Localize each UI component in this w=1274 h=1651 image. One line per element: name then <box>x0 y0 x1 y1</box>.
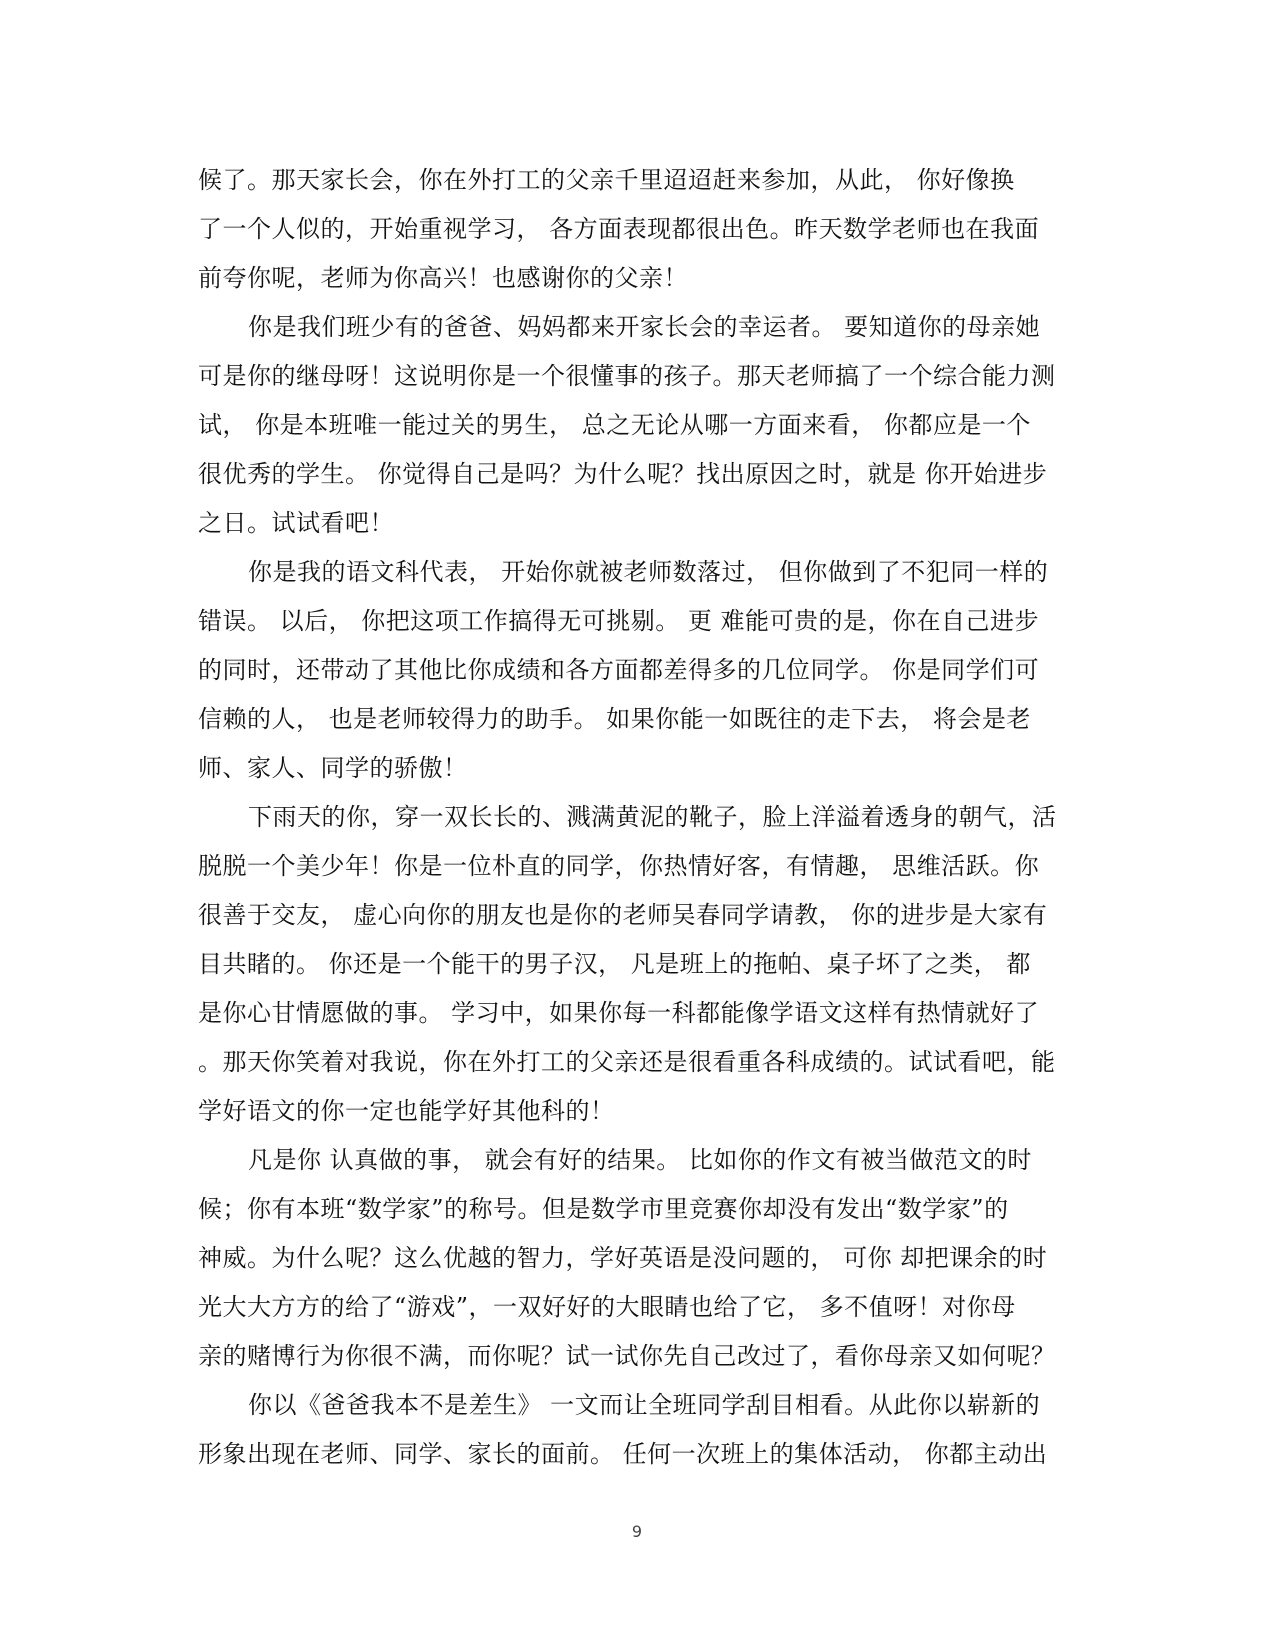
text-line: 形象出现在老师、同学、家长的面前。 任何一次班上的集体活动， 你都主动出 <box>198 1440 1048 1468</box>
text-line: 候；你有本班“数学家”的称号。但是数学市里竞赛你却没有发出“数学家”的 <box>198 1195 1009 1223</box>
text-line: 错误。 以后， 你把这项工作搞得无可挑剔。 更 难能可贵的是，你在自己进步 <box>198 607 1040 635</box>
text-line: 的同时，还带动了其他比你成绩和各方面都差得多的几位同学。 你是同学们可 <box>198 656 1040 684</box>
paragraph-start-line: 你是我们班少有的爸爸、妈妈都来开家长会的幸运者。 要知道你的母亲她 <box>248 313 1041 341</box>
text-line: 神威。为什么呢？这么优越的智力，学好英语是没问题的， 可你 却把课余的时 <box>198 1244 1048 1272</box>
text-line: 之日。试试看吧！ <box>198 509 394 537</box>
body-text <box>198 156 1068 1479</box>
text-line: 很善于交友， 虚心向你的朋友也是你的老师吴春同学请教， 你的进步是大家有 <box>198 901 1048 929</box>
text-line: 。那天你笑着对我说，你在外打工的父亲还是很看重各科成绩的。试试看吧，能 <box>198 1048 1056 1076</box>
text-line: 光大大方方的给了“游戏”，一双好好的大眼睛也给了它， 多不值呀！对你母 <box>198 1293 1016 1321</box>
paragraph-start-line: 凡是你 认真做的事， 就会有好的结果。 比如你的作文有被当做范文的时 <box>248 1146 1032 1174</box>
paragraph-start-line: 你以《爸爸我本不是差生》 一文而让全班同学刮目相看。从此你以崭新的 <box>248 1391 1041 1419</box>
page-number: 9 <box>631 1522 643 1541</box>
text-line: 学好语文的你一定也能学好其他科的！ <box>198 1097 615 1125</box>
text-line: 了一个人似的，开始重视学习， 各方面表现都很出色。昨天数学老师也在我面 <box>198 215 1040 243</box>
paragraph-start-line: 你是我的语文科代表， 开始你就被老师数落过， 但你做到了不犯同一样的 <box>248 558 1049 586</box>
text-line: 信赖的人， 也是老师较得力的助手。 如果你能一如既往的走下去， 将会是老 <box>198 705 1031 733</box>
text-line: 很优秀的学生。 你觉得自己是吗？为什么呢？找出原因之时，就是 你开始进步 <box>198 460 1048 488</box>
text-line: 脱脱一个美少年！你是一位朴直的同学，你热情好客，有情趣， 思维活跃。你 <box>198 852 1040 880</box>
text-line: 试， 你是本班唯一能过关的男生， 总之无论从哪一方面来看， 你都应是一个 <box>198 411 1031 439</box>
paragraph-start-line: 下雨天的你，穿一双长长的、溅满黄泥的靴子，脸上洋溢着透身的朝气，活 <box>248 803 1057 831</box>
text-line: 前夸你呢，老师为你高兴！也感谢你的父亲！ <box>198 264 688 292</box>
text-line: 目共睹的。 你还是一个能干的男子汉， 凡是班上的拖帕、桌子坏了之类， 都 <box>198 950 1031 978</box>
text-line: 亲的赌博行为你很不满，而你呢？试一试你先自己改过了，看你母亲又如何呢？ <box>198 1342 1056 1370</box>
text-line: 是你心甘情愿做的事。 学习中，如果你每一科都能像学语文这样有热情就好了 <box>198 999 1040 1027</box>
text-line: 候了。那天家长会，你在外打工的父亲千里迢迢赶来参加，从此， 你好像换 <box>198 166 1015 194</box>
text-line: 师、家人、同学的骄傲！ <box>198 754 468 782</box>
text-line: 可是你的继母呀！这说明你是一个很懂事的孩子。那天老师搞了一个综合能力测 <box>198 362 1056 390</box>
